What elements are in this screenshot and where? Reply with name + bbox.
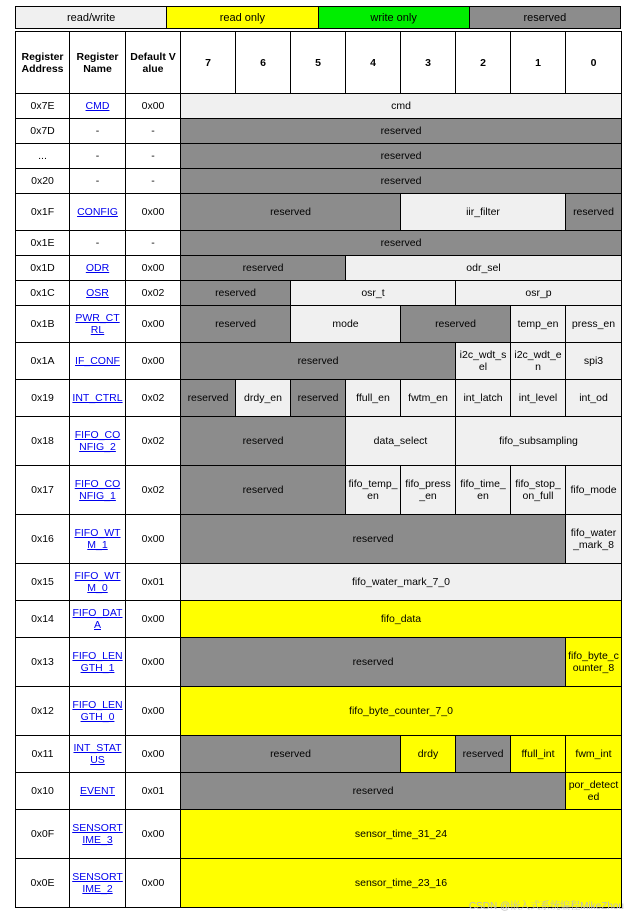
bit-field-rs: reserved	[181, 736, 401, 773]
register-default-value: -	[126, 144, 181, 169]
register-default-value: 0x02	[126, 466, 181, 515]
watermark: CSDN @嵌入式系统编程MikeZhou	[468, 901, 624, 912]
bit-field-rs: reserved	[566, 194, 622, 231]
register-default-value: 0x01	[126, 773, 181, 810]
register-name-link[interactable]: SENSORTIME_3	[72, 822, 123, 846]
register-name-link[interactable]: FIFO_CONFIG_1	[74, 478, 121, 502]
register-address: 0x1B	[16, 306, 70, 343]
bit-field-rw: mode	[291, 306, 401, 343]
register-name-cell	[70, 638, 126, 687]
register-address: 0x16	[16, 515, 70, 564]
register-name-cell	[70, 687, 126, 736]
table-row	[16, 736, 622, 773]
table-row	[16, 601, 622, 638]
register-name-link[interactable]: SENSORTIME_2	[72, 871, 123, 895]
bit-field-rw: press_en	[566, 306, 622, 343]
register-default-value: 0x00	[126, 601, 181, 638]
register-name-cell	[70, 256, 126, 281]
register-address: ...	[16, 144, 70, 169]
register-default-value: 0x02	[126, 417, 181, 466]
register-default-value: 0x02	[126, 380, 181, 417]
register-map-table	[15, 31, 622, 908]
register-default-value: 0x00	[126, 515, 181, 564]
legend-reserved: reserved	[470, 7, 620, 28]
bit-field-ro: sensor_time_23_16	[181, 859, 622, 908]
bit-field-rw: data_select	[346, 417, 456, 466]
table-row	[16, 119, 622, 144]
register-name-link[interactable]: FIFO_CONFIG_2	[74, 429, 121, 453]
register-address: 0x1E	[16, 231, 70, 256]
header-bit-3: 3	[401, 32, 456, 94]
register-default-value: 0x00	[126, 736, 181, 773]
bit-field-rs: reserved	[181, 194, 401, 231]
bit-field-rw: temp_en	[511, 306, 566, 343]
legend-write-only: write only	[319, 7, 470, 28]
register-address: 0x14	[16, 601, 70, 638]
bit-field-rw: fifo_mode	[566, 466, 622, 515]
register-name-link[interactable]: ODR	[85, 262, 110, 274]
table-row	[16, 773, 622, 810]
register-address: 0x1F	[16, 194, 70, 231]
table-row	[16, 94, 622, 119]
bit-field-rs: reserved	[181, 638, 566, 687]
register-default-value: 0x00	[126, 343, 181, 380]
bit-field-rw: fifo_press_en	[401, 466, 456, 515]
header-bit-6: 6	[236, 32, 291, 94]
register-address: 0x10	[16, 773, 70, 810]
register-name-cell	[70, 810, 126, 859]
register-default-value: -	[126, 169, 181, 194]
register-name-link[interactable]: FIFO_DATA	[72, 607, 123, 631]
register-address: 0x1D	[16, 256, 70, 281]
register-address: 0x11	[16, 736, 70, 773]
table-row	[16, 306, 622, 343]
register-name-cell	[70, 515, 126, 564]
header-address: Register Address	[16, 32, 70, 94]
register-default-value: 0x00	[126, 94, 181, 119]
bit-field-rw: osr_p	[456, 281, 622, 306]
register-address: 0x13	[16, 638, 70, 687]
register-name-cell	[70, 94, 126, 119]
register-address: 0x0F	[16, 810, 70, 859]
bit-field-ro: ffull_int	[511, 736, 566, 773]
bit-field-rs: reserved	[456, 736, 511, 773]
bit-field-ro: por_detected	[566, 773, 622, 810]
register-name-cell	[70, 466, 126, 515]
bit-field-rs: reserved	[181, 119, 622, 144]
header-name: Register Name	[70, 32, 126, 94]
bit-field-rs: reserved	[181, 773, 566, 810]
bit-field-rw: fifo_water_mark_8	[566, 515, 622, 564]
register-address: 0x18	[16, 417, 70, 466]
bit-field-rw: int_level	[511, 380, 566, 417]
register-name-cell	[70, 194, 126, 231]
register-name-cell	[70, 380, 126, 417]
bit-field-rw: odr_sel	[346, 256, 622, 281]
bit-field-rw: osr_t	[291, 281, 456, 306]
bit-field-rs: reserved	[181, 417, 346, 466]
register-default-value: 0x00	[126, 256, 181, 281]
bit-field-rs: reserved	[181, 380, 236, 417]
bit-field-rw: fifo_temp_en	[346, 466, 401, 515]
register-name-link[interactable]: EVENT	[79, 785, 115, 797]
register-name-link[interactable]: FIFO_LENGTH_1	[72, 650, 123, 674]
table-row	[16, 144, 622, 169]
bit-field-rw: ffull_en	[346, 380, 401, 417]
register-name-link[interactable]: OSR	[86, 287, 109, 299]
register-name-cell	[70, 736, 126, 773]
table-row	[16, 515, 622, 564]
header-default: Default Value	[126, 32, 181, 94]
register-default-value: 0x00	[126, 859, 181, 908]
register-name-cell	[70, 773, 126, 810]
access-legend	[15, 6, 621, 29]
register-name-link[interactable]: PWR_CTRL	[75, 312, 120, 336]
register-name-link[interactable]: FIFO_WTM_0	[74, 570, 121, 594]
bit-field-rw: fifo_time_en	[456, 466, 511, 515]
register-name-link[interactable]: INT_STATUS	[73, 742, 122, 766]
register-name-link[interactable]: CMD	[85, 100, 110, 112]
bit-field-rw: i2c_wdt_en	[511, 343, 566, 380]
register-address: 0x17	[16, 466, 70, 515]
register-default-value: 0x01	[126, 564, 181, 601]
bit-field-ro: fifo_byte_counter_7_0	[181, 687, 622, 736]
table-row	[16, 564, 622, 601]
register-name-cell: -	[70, 119, 126, 144]
bit-field-ro: drdy	[401, 736, 456, 773]
header-bit-0: 0	[566, 32, 622, 94]
register-name-cell	[70, 417, 126, 466]
bit-field-rs: reserved	[181, 256, 346, 281]
register-address: 0x1C	[16, 281, 70, 306]
bit-field-rw: drdy_en	[236, 380, 291, 417]
bit-field-rs: reserved	[181, 306, 291, 343]
table-row	[16, 687, 622, 736]
bit-field-rs: reserved	[401, 306, 511, 343]
legend-read-only: read only	[167, 7, 318, 28]
register-name-cell: -	[70, 231, 126, 256]
table-row	[16, 466, 622, 515]
table-row	[16, 231, 622, 256]
bit-field-rw: i2c_wdt_sel	[456, 343, 511, 380]
register-address: 0x15	[16, 564, 70, 601]
bit-field-rw: fifo_stop_on_full	[511, 466, 566, 515]
legend-read-write: read/write	[16, 7, 167, 28]
bit-field-rs: reserved	[291, 380, 346, 417]
table-row	[16, 169, 622, 194]
register-name-link[interactable]: INT_CTRL	[72, 392, 123, 404]
register-address: 0x1A	[16, 343, 70, 380]
table-row	[16, 810, 622, 859]
bit-field-rw: cmd	[181, 94, 622, 119]
register-name-cell	[70, 564, 126, 601]
table-row	[16, 281, 622, 306]
bit-field-rs: reserved	[181, 466, 346, 515]
register-default-value: 0x00	[126, 194, 181, 231]
register-default-value: -	[126, 119, 181, 144]
register-address: 0x0E	[16, 859, 70, 908]
header-bit-1: 1	[511, 32, 566, 94]
register-address: 0x12	[16, 687, 70, 736]
register-name-link[interactable]: FIFO_WTM_1	[74, 527, 121, 551]
bit-field-rw: iir_filter	[401, 194, 566, 231]
bit-field-rw: spi3	[566, 343, 622, 380]
register-name-link[interactable]: IF_CONF	[75, 355, 120, 367]
register-default-value: -	[126, 231, 181, 256]
register-default-value: 0x00	[126, 687, 181, 736]
register-name-link[interactable]: FIFO_LENGTH_0	[72, 699, 123, 723]
register-name-cell	[70, 601, 126, 638]
bit-field-rw: int_od	[566, 380, 622, 417]
register-default-value: 0x00	[126, 306, 181, 343]
bit-field-rs: reserved	[181, 343, 456, 380]
bit-field-rs: reserved	[181, 231, 622, 256]
table-row	[16, 638, 622, 687]
bit-field-rs: reserved	[181, 281, 291, 306]
header-bit-2: 2	[456, 32, 511, 94]
bit-field-rs: reserved	[181, 169, 622, 194]
register-address: 0x19	[16, 380, 70, 417]
register-address: 0x7E	[16, 94, 70, 119]
register-name-cell	[70, 859, 126, 908]
table-row	[16, 343, 622, 380]
header-bit-4: 4	[346, 32, 401, 94]
register-name-cell	[70, 343, 126, 380]
bit-field-ro: fwm_int	[566, 736, 622, 773]
table-row	[16, 380, 622, 417]
register-rows	[16, 94, 622, 908]
bit-field-rs: reserved	[181, 515, 566, 564]
register-name-cell	[70, 306, 126, 343]
register-name-link[interactable]: CONFIG	[77, 206, 118, 218]
header-bit-5: 5	[291, 32, 346, 94]
register-name-cell: -	[70, 169, 126, 194]
bit-field-rs: reserved	[181, 144, 622, 169]
bit-field-ro: fifo_data	[181, 601, 622, 638]
bit-field-ro: fifo_byte_counter_8	[566, 638, 622, 687]
register-default-value: 0x00	[126, 638, 181, 687]
table-header-row	[16, 32, 622, 94]
bit-field-ro: sensor_time_31_24	[181, 810, 622, 859]
table-row	[16, 417, 622, 466]
header-bit-7: 7	[181, 32, 236, 94]
register-address: 0x7D	[16, 119, 70, 144]
register-name-cell: -	[70, 144, 126, 169]
bit-field-rw: fifo_subsampling	[456, 417, 622, 466]
bit-field-rw: fifo_water_mark_7_0	[181, 564, 622, 601]
register-default-value: 0x02	[126, 281, 181, 306]
register-address: 0x20	[16, 169, 70, 194]
register-name-cell	[70, 281, 126, 306]
register-default-value: 0x00	[126, 810, 181, 859]
table-row	[16, 194, 622, 231]
table-row	[16, 256, 622, 281]
bit-field-rw: int_latch	[456, 380, 511, 417]
bit-field-rw: fwtm_en	[401, 380, 456, 417]
